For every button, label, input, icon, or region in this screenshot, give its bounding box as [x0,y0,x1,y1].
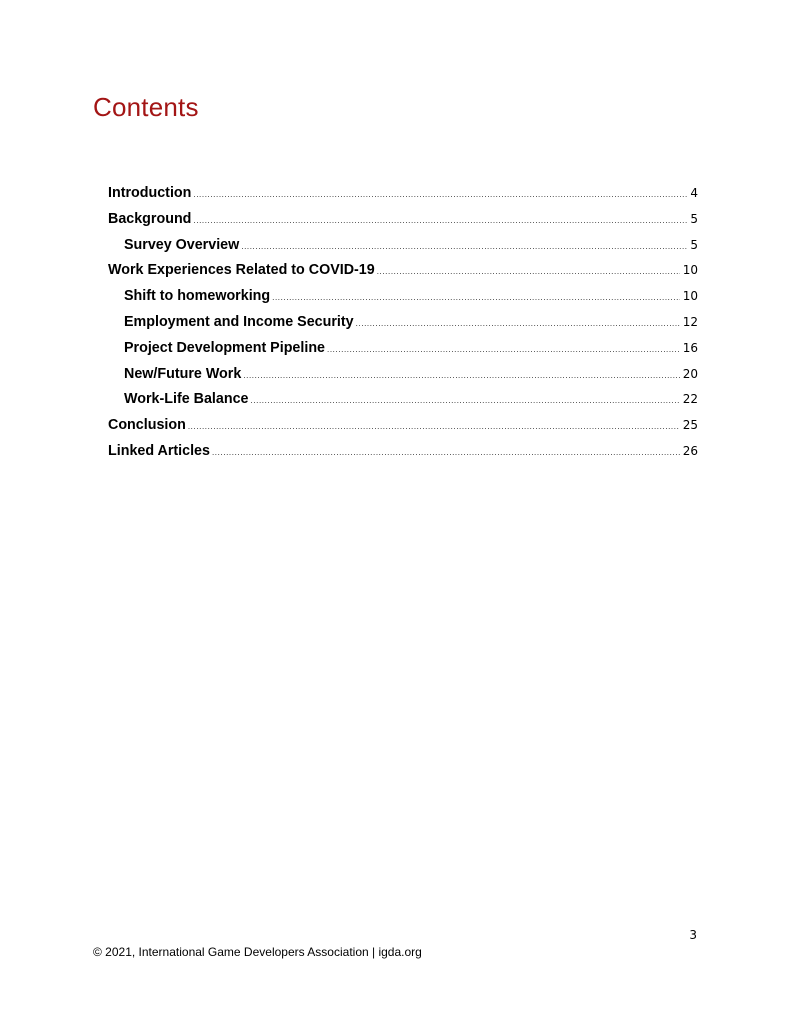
toc-entry-label: Project Development Pipeline [124,339,326,356]
toc-entry-label: Survey Overview [124,236,240,253]
footer-copyright: © 2021, International Game Developers Association | igda.org [93,945,422,959]
dot-leader [377,261,680,283]
toc-entry-label: New/Future Work [124,365,242,382]
toc-entry-background[interactable] [108,208,698,234]
dot-leader [356,313,680,335]
dot-leader [193,210,687,232]
toc-entry-page: 5 [690,211,698,226]
toc-entry-new-future-work[interactable] [108,363,698,389]
toc-entry-label: Background [108,210,192,227]
toc-entry-page: 25 [682,418,698,433]
toc-entry-page: 4 [690,186,698,200]
dot-leader [272,287,680,309]
dot-leader [193,184,687,206]
toc-entry-shift-to-homeworking[interactable] [108,285,698,311]
toc-entry-label: Linked Articles [108,442,210,459]
toc-entry-page: 20 [682,366,698,381]
toc-entry-page: 10 [682,263,698,278]
toc-entry-page: 16 [682,340,698,355]
toc-entry-page: 26 [682,443,698,458]
dot-leader [243,365,679,387]
toc-entry-page: 22 [682,392,698,407]
toc-entry-employment-income-security[interactable] [108,311,698,337]
dot-leader [327,339,680,361]
toc-entry-label: Conclusion [108,417,186,434]
page-title: Contents [93,92,199,122]
toc-entry-page: 5 [690,237,698,252]
toc-entry-label: Work Experiences Related to COVID-19 [108,262,375,279]
toc-entry-linked-articles[interactable] [108,440,698,466]
toc-entry-page: 12 [682,314,698,329]
table-of-contents [108,182,698,466]
toc-entry-introduction[interactable] [108,182,698,208]
toc-entry-work-experiences[interactable] [108,259,698,285]
toc-entry-conclusion[interactable] [108,414,698,440]
toc-entry-survey-overview[interactable] [108,234,698,260]
toc-entry-project-development-pipeline[interactable] [108,337,698,363]
toc-entry-page: 10 [682,289,698,304]
toc-entry-label: Employment and Income Security [124,313,354,330]
dot-leader [212,442,680,464]
dot-leader [188,416,680,438]
toc-entry-label: Shift to homeworking [124,288,271,305]
toc-entry-label: Work-Life Balance [124,391,249,408]
dot-leader [250,390,679,412]
toc-entry-work-life-balance[interactable] [108,388,698,414]
dot-leader [241,236,687,258]
page-number: 3 [689,928,697,942]
toc-entry-label: Introduction [108,185,192,201]
